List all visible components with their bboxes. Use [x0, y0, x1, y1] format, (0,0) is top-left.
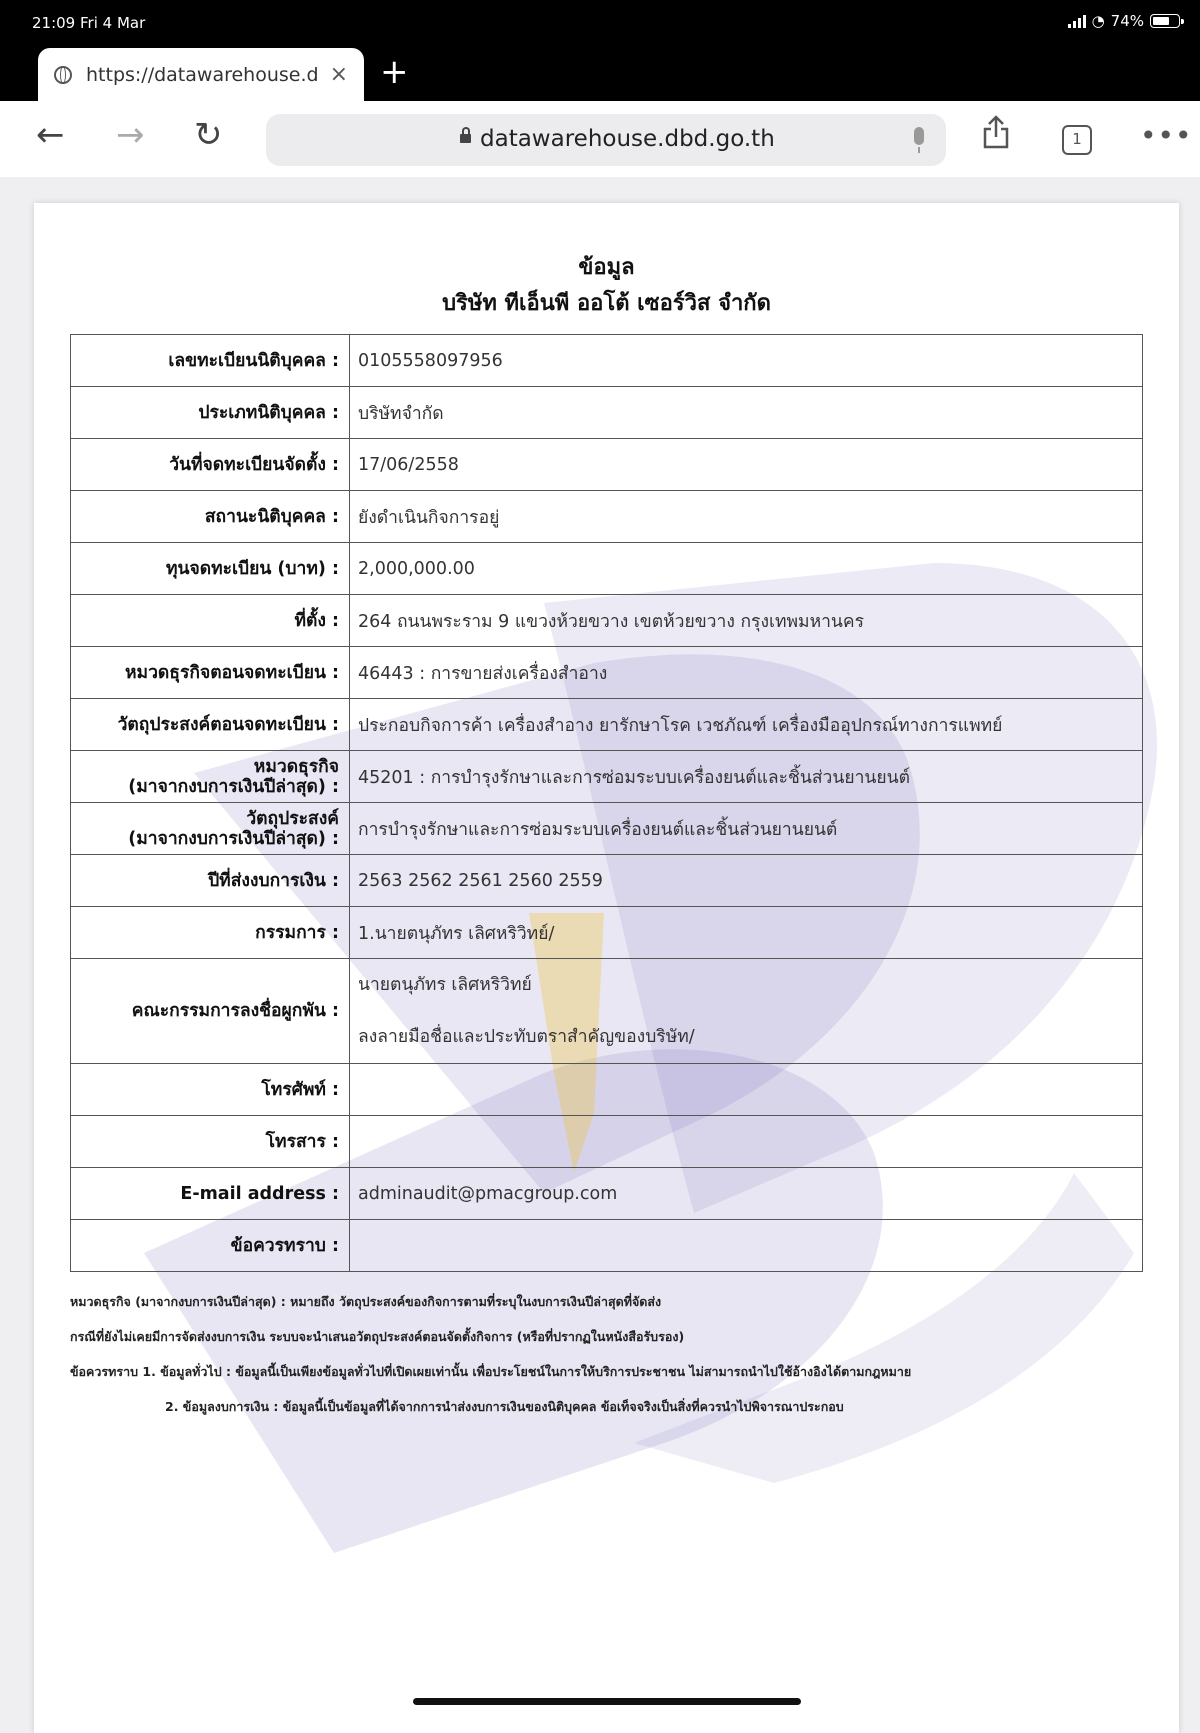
globe-icon: [54, 66, 72, 84]
company-info-table: [70, 334, 1143, 1272]
field-value: adminaudit@pmacgroup.com: [350, 1168, 1143, 1220]
table-row: [71, 959, 1143, 1064]
table-row: [71, 647, 1143, 699]
field-label: ทุนจดทะเบียน (บาท) :: [71, 543, 350, 595]
field-value: [350, 1220, 1143, 1272]
field-label: ที่ตั้ง :: [71, 595, 350, 647]
lock-icon: [460, 134, 471, 143]
field-value-line1: นายตนุภัทร เลิศหริวิทย์: [358, 975, 532, 995]
field-label: วัตถุประสงค์ตอนจดทะเบียน :: [71, 699, 350, 751]
table-row: [71, 699, 1143, 751]
more-icon[interactable]: •••: [1140, 119, 1193, 152]
field-value: บริษัทจำกัด: [350, 387, 1143, 439]
field-value: ยังดำเนินกิจการอยู่: [350, 491, 1143, 543]
new-tab-button[interactable]: +: [380, 52, 409, 92]
field-label: E-mail address :: [71, 1168, 350, 1220]
table-row: [71, 1064, 1143, 1116]
field-label-line2: (มาจากงบการเงินปีล่าสุด) :: [128, 776, 339, 797]
footnotes: [70, 1292, 1160, 1432]
field-label-line2: (มาจากงบการเงินปีล่าสุด) :: [128, 828, 339, 849]
field-value-line2: ลงลายมือชื่อและประทับตราสำคัญของบริษัท/: [358, 1027, 695, 1047]
table-row: [71, 595, 1143, 647]
url-text: datawarehouse.dbd.go.th: [480, 126, 775, 152]
field-value: 1.นายตนุภัทร เลิศหริวิทย์/: [350, 907, 1143, 959]
table-row: [71, 439, 1143, 491]
table-row: [71, 1116, 1143, 1168]
footnote-line: กรณีที่ยังไม่เคยมีการจัดส่งงบการเงิน ระบบจะนำเสนอวัตถุประสงค์ตอนจัดตั้งกิจการ (หรือที่ปรากฏในหนังสือรับรอง): [70, 1329, 685, 1344]
tabs-icon[interactable]: 1: [1062, 125, 1092, 155]
field-label: [71, 803, 350, 855]
field-value: 46443 : การขายส่งเครื่องสำอาง: [350, 647, 1143, 699]
footnote-line: ข้อควรทราบ 1. ข้อมูลทั่วไป : ข้อมูลนี้เป็นเพียงข้อมูลทั่วไปที่เปิดเผยเท่านั้น เพื่อประโยชน์ในการให้บริการประชาชน ไม่สามารถนำไปใช้อ้างอิงได้ตามกฎหมาย: [70, 1364, 912, 1379]
status-indicators: [1068, 12, 1180, 30]
field-label: วันที่จดทะเบียนจัดตั้ง :: [71, 439, 350, 491]
table-row: [71, 803, 1143, 855]
share-icon[interactable]: [982, 115, 1010, 149]
field-value: 2,000,000.00: [350, 543, 1143, 595]
field-label: ข้อควรทราบ :: [71, 1220, 350, 1272]
field-label-line1: วัตถุประสงค์: [246, 808, 339, 829]
footnote-line: หมวดธุรกิจ (มาจากงบการเงินปีล่าสุด) : หมายถึง วัตถุประสงค์ของกิจการตามที่ระบุในงบการเงินปีล่าสุดที่จัดส่ง: [70, 1294, 662, 1309]
field-value: [350, 1064, 1143, 1116]
battery-percent: 74%: [1110, 12, 1144, 30]
table-row: [71, 751, 1143, 803]
field-value: ประกอบกิจการค้า เครื่องสำอาง ยารักษาโรค เวชภัณฑ์ เครื่องมืออุปกรณ์ทางการแพทย์: [350, 699, 1143, 751]
browser-top-chrome: [0, 0, 1200, 101]
field-label: เลขทะเบียนนิติบุคคล :: [71, 335, 350, 387]
table-row: [71, 335, 1143, 387]
field-label: คณะกรรมการลงชื่อผูกพัน :: [71, 959, 350, 1064]
field-value: 17/06/2558: [350, 439, 1143, 491]
browser-toolbar: [0, 101, 1200, 177]
field-value: 264 ถนนพระราม 9 แขวงห้วยขวาง เขตห้วยขวาง กรุงเทพมหานคร: [350, 595, 1143, 647]
table-row: [71, 543, 1143, 595]
tab-title: https://datawarehouse.d: [86, 63, 319, 86]
wifi-icon: ◔: [1091, 12, 1105, 30]
home-indicator[interactable]: [413, 1698, 801, 1705]
field-label: โทรศัพท์ :: [71, 1064, 350, 1116]
table-row: [71, 1220, 1143, 1272]
table-row: [71, 907, 1143, 959]
battery-icon: [1150, 14, 1180, 28]
field-label: กรรมการ :: [71, 907, 350, 959]
mic-icon[interactable]: [914, 127, 924, 145]
field-value: [350, 1116, 1143, 1168]
field-label: สถานะนิติบุคคล :: [71, 491, 350, 543]
browser-tab[interactable]: [38, 48, 364, 101]
field-value: การบำรุงรักษาและการซ่อมระบบเครื่องยนต์และชิ้นส่วนยานยนต์: [350, 803, 1143, 855]
address-bar[interactable]: [266, 114, 946, 166]
reload-icon[interactable]: ↻: [194, 115, 223, 155]
field-value: 45201 : การบำรุงรักษาและการซ่อมระบบเครื่องยนต์และชิ้นส่วนยานยนต์: [350, 751, 1143, 803]
document-title: ข้อมูล: [578, 255, 635, 280]
field-label: หมวดธุรกิจตอนจดทะเบียน :: [71, 647, 350, 699]
field-value: 2563 2562 2561 2560 2559: [350, 855, 1143, 907]
field-label: โทรสาร :: [71, 1116, 350, 1168]
field-value: 0105558097956: [350, 335, 1143, 387]
field-label: ประเภทนิติบุคคล :: [71, 387, 350, 439]
signal-icon: [1068, 14, 1086, 28]
table-row: [71, 491, 1143, 543]
footnote-line: 2. ข้อมูลงบการเงิน : ข้อมูลนี้เป็นข้อมูลที่ได้จากการนำส่งงบการเงินของนิติบุคคล ข้อเท็จจริงเป็นสิ่งที่ควรนำไปพิจารณาประกอบ: [165, 1399, 844, 1414]
status-time: 21:09 Fri 4 Mar: [32, 14, 146, 32]
forward-icon[interactable]: →: [116, 115, 145, 155]
document-page: [34, 203, 1179, 1733]
field-label: ปีที่ส่งงบการเงิน :: [71, 855, 350, 907]
close-tab-button[interactable]: ×: [329, 62, 348, 87]
table-row: [71, 855, 1143, 907]
back-icon[interactable]: ←: [36, 115, 65, 155]
company-name: บริษัท ทีเอ็นพี ออโต้ เซอร์วิส จำกัด: [442, 291, 771, 316]
field-label-line1: หมวดธุรกิจ: [253, 756, 339, 777]
field-label: [71, 751, 350, 803]
table-row: [71, 387, 1143, 439]
field-value: [350, 959, 1143, 1064]
table-row: [71, 1168, 1143, 1220]
